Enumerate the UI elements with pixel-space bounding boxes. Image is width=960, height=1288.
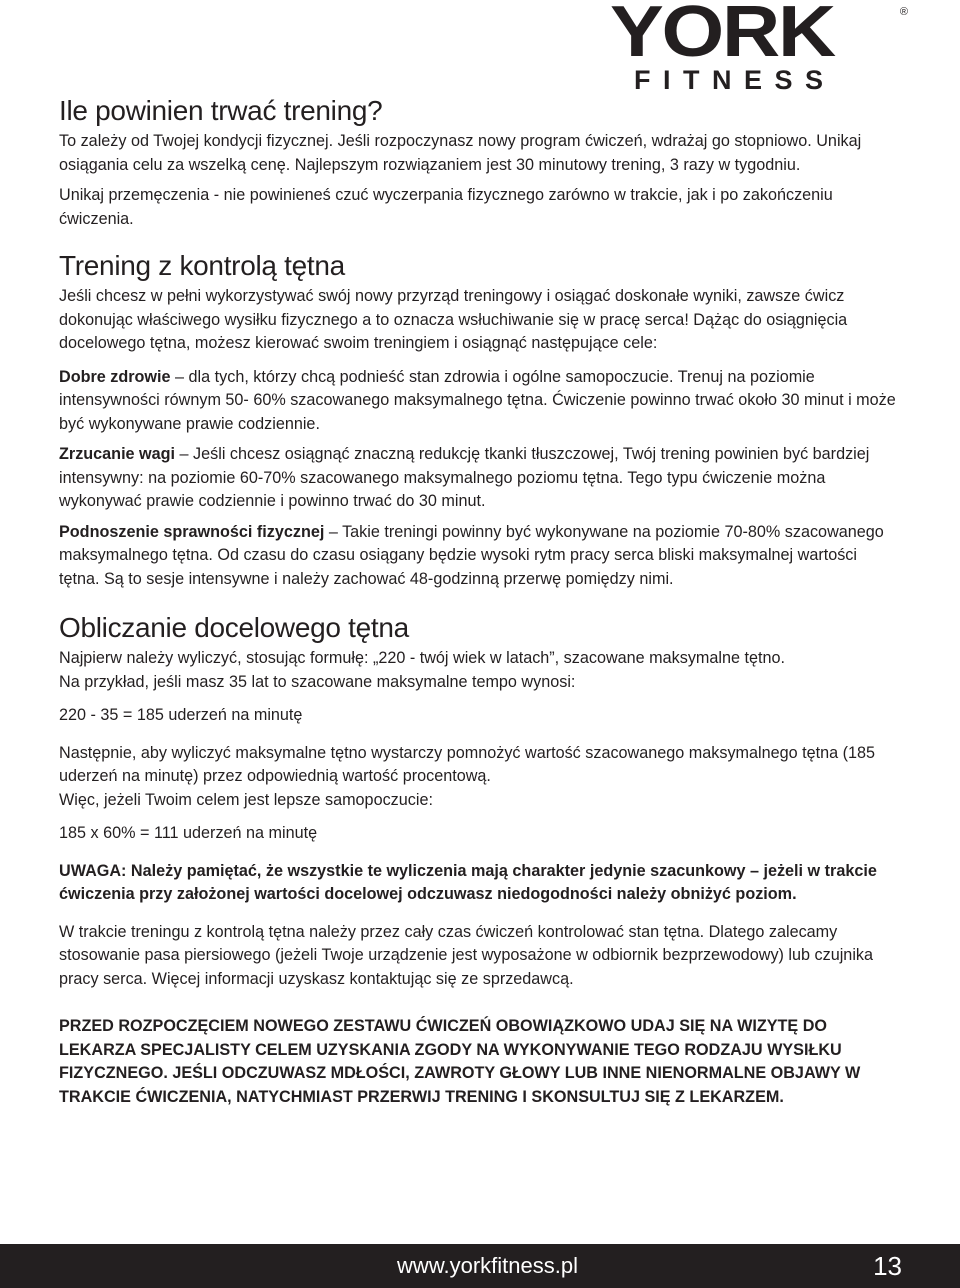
section-title-duration: Ile powinien trwać trening?	[59, 95, 383, 126]
paragraph-percent-calc: Następnie, aby wyliczyć maksymalne tętno wystarczy pomnożyć wartość szacowanego maksymalnego tętna (185 uderzeń na minutę) przez odpowiednią wartość procentową.	[59, 743, 876, 785]
logo-york: YORK	[610, 0, 835, 72]
goal-fitness-text: – Takie treningi powinny być wykonywane na poziomie 70-80% szacowanego maksymalnego tętna. Od czasu do czasu osiągany będzie wysoki rytm pracy serca bliski maksymalnej wartości tętna. Są to sesje intensywne i należy zachować 48-godzinną przerwę pomiędzy nimi.	[59, 522, 884, 588]
section-title-heart-rate-training: Trening z kontrolą tętna	[59, 250, 345, 281]
logo-registered-mark: ®	[899, 6, 908, 18]
paragraph-goal-health	[59, 366, 899, 437]
paragraph-example: Na przykład, jeśli masz 35 lat to szacowane maksymalne tempo wynosi:	[59, 672, 576, 691]
medical-warning-caps: PRZED ROZPOCZĘCIEM NOWEGO ZESTAWU ĆWICZEŃ OBOWIĄZKOWO UDAJ SIĘ NA WIZYTĘ DO LEKARZA SPECJALISTY CELEM UZYSKANIA ZGODY NA WYKONYWANIE TEGO RODZAJU WYSIŁKU FIZYCZNEGO. JEŚLI ODCZUWASZ MDŁOŚCI, ZAWROTY GŁOWY LUB INNE NIENORMALNE OBJAWY W TRAKCIE ĆWICZENIA, NATYCHMIAST PRZERWIJ TRENING I SKONSULTUJ SIĘ Z LEKARZEM.	[59, 1017, 861, 1106]
goal-weight-loss-text: – Jeśli chcesz osiągnąć znaczną redukcję tkanki tłuszczowej, Twój trening powinien być bardziej intensywny: na poziomie 60-70% szacowanego maksymalnego poziomu tętna. Tego typu ćwiczenie można wykonywać prawie codziennie i powinno trwać do 30 minut.	[59, 445, 870, 510]
paragraph-duration-1: To zależy od Twojej kondycji fizycznej. Jeśli rozpoczynasz nowy program ćwiczeń, wdrażaj go stopniowo. Unikaj osiągania celu za wszelką cenę. Najlepszym rozwiązaniem jest 30 minutowy trening, 3 razy w tygodniu.	[59, 132, 862, 174]
goal-weight-loss-label: Zrzucanie wagi	[59, 445, 176, 463]
york-fitness-logo	[610, 0, 908, 95]
footer-website: www.yorkfitness.pl	[397, 1253, 578, 1278]
formula-target-heart-rate: 185 x 60% = 111 uderzeń na minutę	[59, 824, 318, 842]
goal-health-text: – dla tych, którzy chcą podnieść stan zdrowia i ogólne samopoczucie. Trenuj na poziomie intensywności równym 50- 60% szacowanego maksymalnego tętna. Ćwiczenie powinno trwać około 30 minut i może być wykonywane prawie codziennie.	[59, 367, 896, 433]
formula-max-heart-rate: 220 - 35 = 185 uderzeń na minutę	[59, 706, 303, 724]
logo-fitness: FITNESS	[634, 65, 836, 95]
paragraph-formula-intro: Najpierw należy wyliczyć, stosując formułę: „220 - twój wiek w latach”, szacowane maksymalne tętno.	[59, 649, 786, 667]
paragraph-goal-example: Więc, jeżeli Twoim celem jest lepsze samopoczucie:	[59, 790, 433, 809]
paragraph-goal-fitness	[59, 521, 899, 592]
page-content	[59, 94, 899, 1109]
footer-bar	[0, 1244, 960, 1288]
paragraph-goal-weight-loss	[59, 443, 899, 514]
section-title-target-heart-rate: Obliczanie docelowego tętna	[59, 612, 409, 643]
paragraph-heart-rate-intro: Jeśli chcesz w pełni wykorzystywać swój nowy przyrząd treningowy i osiągać doskonałe wyniki, zawsze ćwicz dokonując właściwego wysiłku fizycznego a to oznacza wsłuchiwanie się w pracę serca! Dążąc do osiągnięcia docelowego tętna, możesz kierować swoim treningiem i osiągnąć następujące cele:	[59, 287, 848, 352]
goal-fitness-label: Podnoszenie sprawności fizycznej	[59, 522, 325, 541]
paragraph-monitoring: W trakcie treningu z kontrolą tętna należy przez cały czas ćwiczeń kontrolować stan tętna. Dlatego zalecamy stosowanie pasa piersiowego (jeżeli Twoje urządzenie jest wyposażone w odbiornik bezprzewodowy) lub czujnika pracy serca. Więcej informacji uzyskasz kontaktując się ze sprzedawcą.	[59, 922, 874, 988]
paragraph-duration-2: Unikaj przemęczenia - nie powinieneś czuć wyczerpania fizycznego zarówno w trakcie, jak i po zakończeniu ćwiczenia.	[59, 186, 833, 228]
goal-health-label: Dobre zdrowie	[59, 367, 171, 386]
warning-note: UWAGA: Należy pamiętać, że wszystkie te wyliczenia mają charakter jedynie szacunkowy – jeżeli w trakcie ćwiczenia przy założonej wartości docelowej odczuwasz niedogodności należy obniżyć poziom.	[59, 861, 877, 903]
page-number: 13	[873, 1251, 902, 1281]
